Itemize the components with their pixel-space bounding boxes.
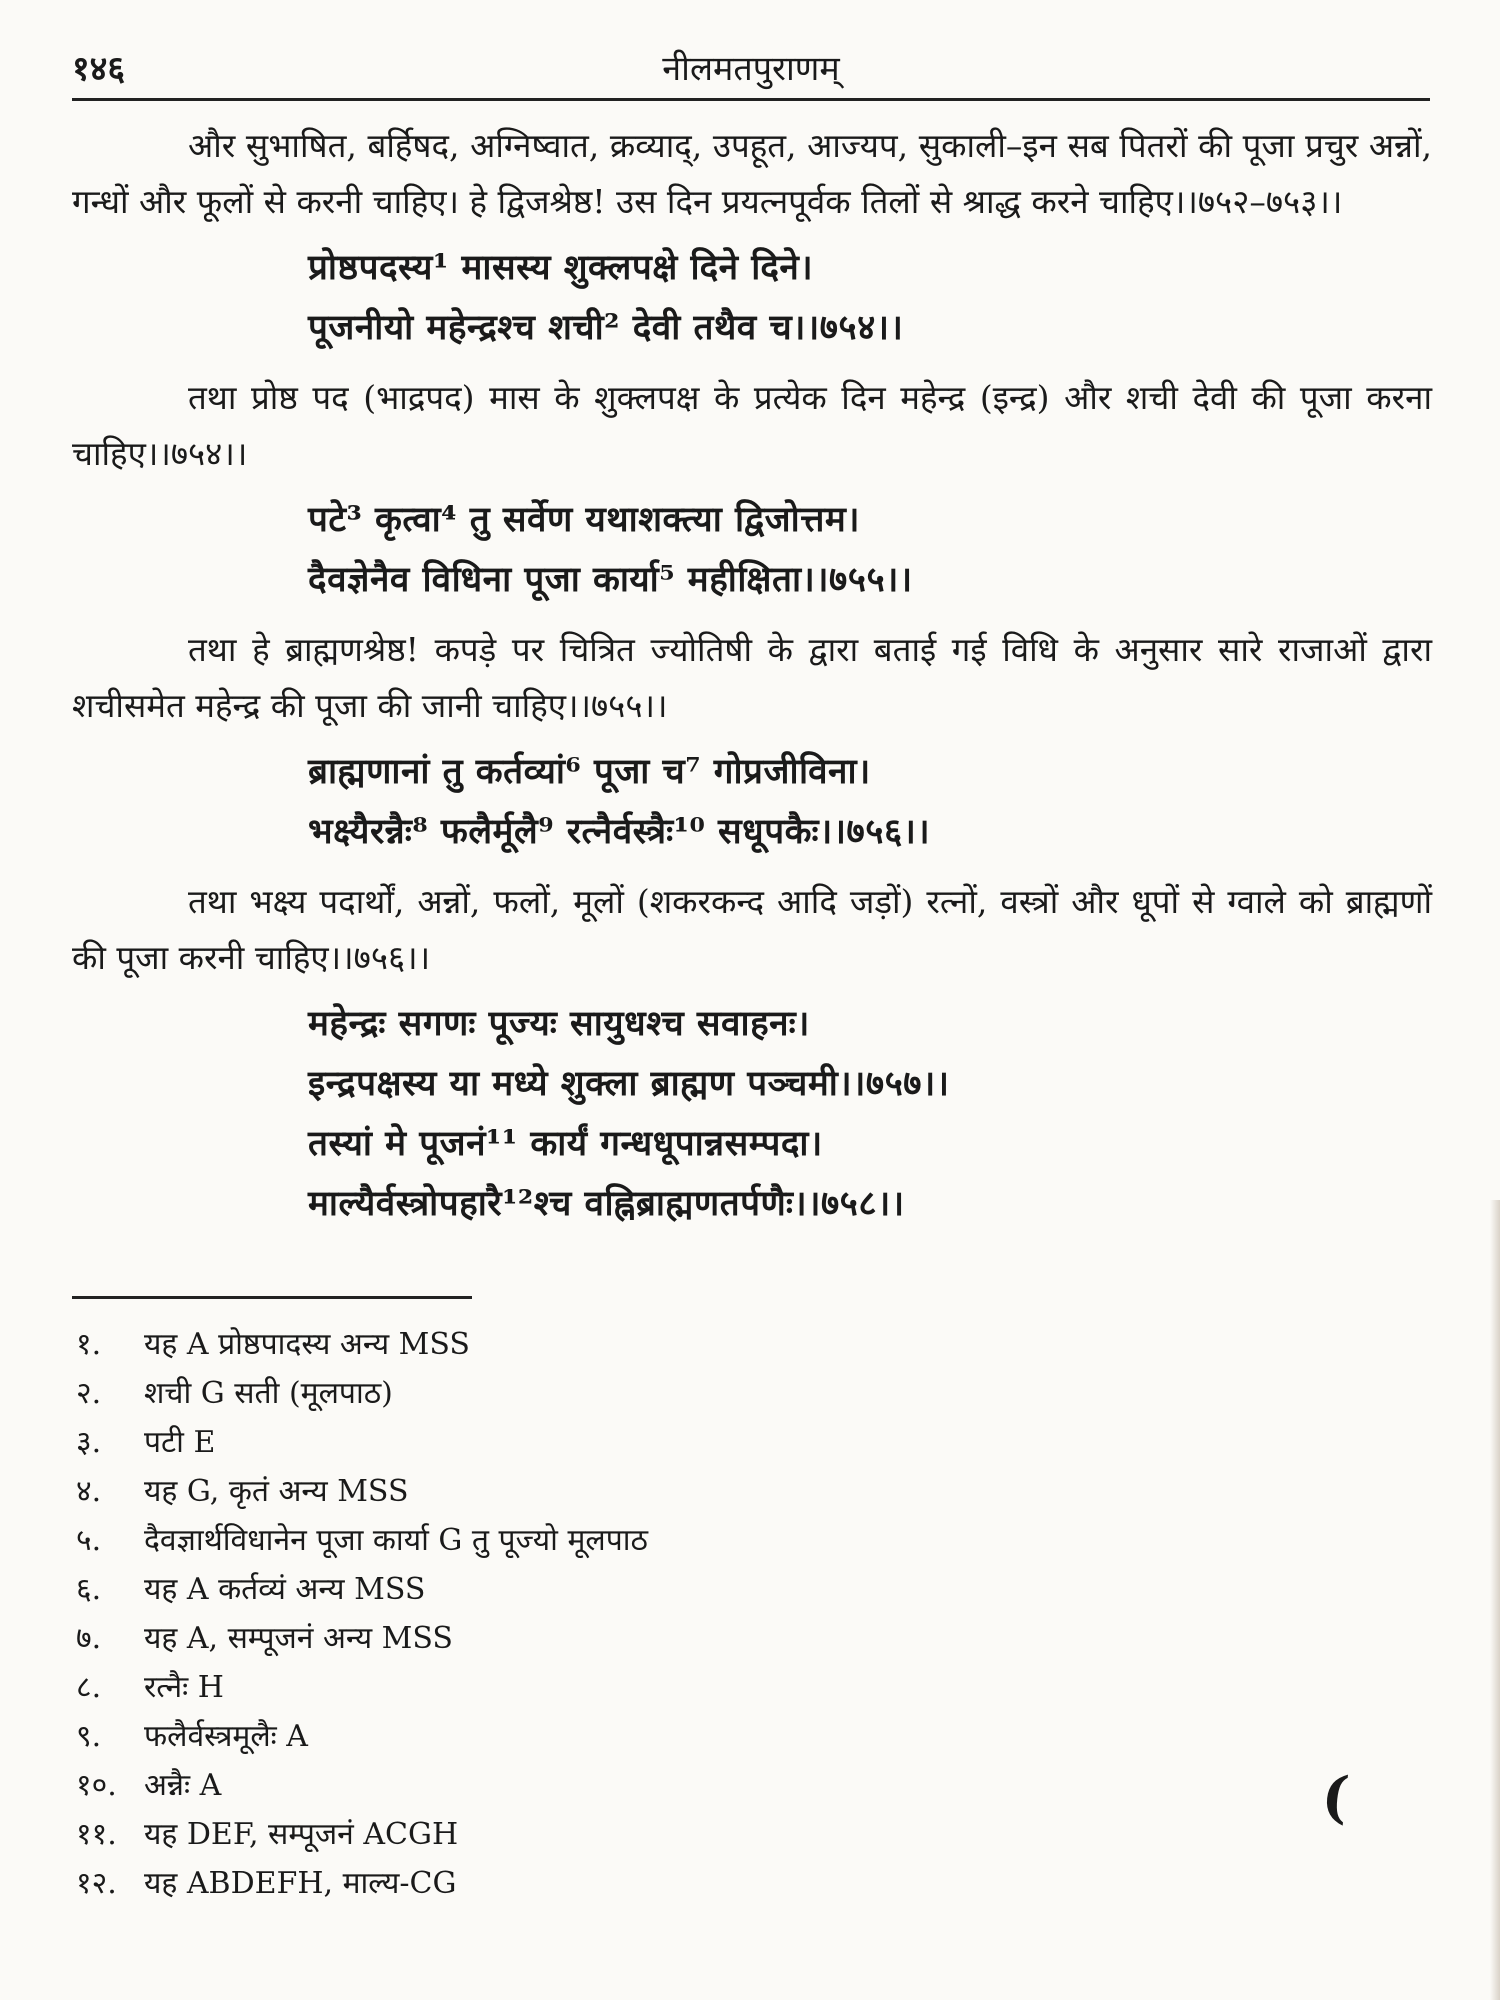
verse-line: माल्यैर्वस्त्रोपहारै¹²श्च वह्निब्राह्मणतर्पणैः।।७५८।। (308, 1183, 905, 1224)
footnote-divider (72, 1296, 472, 1299)
footnote-text: पटी E (144, 1425, 216, 1460)
footnote-text: यह A, सम्पूजनं अन्य MSS (144, 1621, 453, 1656)
verse-755 (308, 490, 1432, 610)
translation-754: तथा प्रोष्ठ पद (भाद्रपद) मास के शुक्लपक्ष के प्रत्येक दिन महेन्द्र (इन्द्र) और शची देवी की पूजा करना चाहिए।।७५४।। (72, 378, 1432, 473)
footnote-number: १. (76, 1327, 102, 1362)
footnote (76, 1614, 1076, 1663)
footnote (76, 1810, 1076, 1859)
margin-mark: ( (1318, 1762, 1352, 1832)
footnotes (76, 1320, 1076, 1908)
verse-757-758 (308, 994, 1432, 1234)
footnote (76, 1761, 1076, 1810)
translation-755: तथा हे ब्राह्मणश्रेष्ठ! कपड़े पर चित्रित ज्योतिषी के द्वारा बताई गई विधि के अनुसार सारे राजाओं द्वारा शचीसमेत महेन्द्र की पूजा की जानी चाहिए।।७५५।। (72, 630, 1432, 725)
footnote-number: ४. (76, 1474, 102, 1509)
footnote-text: रत्नैः H (144, 1670, 224, 1705)
verse-line: इन्द्रपक्षस्य या मध्ये शुक्ला ब्राह्मण पञ्चमी।।७५७।। (308, 1063, 950, 1104)
verse-line: भक्ष्यैरन्नैः⁸ फलैर्मूलै⁹ रत्नैर्वस्त्रैः¹⁰ सधूपकैः।।७५६।। (308, 811, 931, 852)
footnote-number: २. (76, 1376, 102, 1411)
page-number: १४६ (72, 49, 126, 89)
footnote-text: यह A प्रोष्ठपादस्य अन्य MSS (144, 1327, 470, 1362)
verse-line: महेन्द्रः सगणः पूज्यः सायुधश्च सवाहनः। (308, 1003, 810, 1044)
translation-752-753: और सुभाषित, बर्हिषद, अग्निष्वात, क्रव्याद्, उपहूत, आज्यप, सुकाली–इन सब पितरों की पूजा प्रचुर अन्नों, गन्धों और फूलों से करनी चाहिए। हे द्विजश्रेष्ठ! उस दिन प्रयत्नपूर्वक तिलों से श्राद्ध करने चाहिए।।७५२–७५३।। (72, 126, 1432, 221)
footnote (76, 1320, 1076, 1369)
footnote-number: ३. (76, 1425, 102, 1460)
footnote-number: ८. (76, 1670, 102, 1705)
footnote (76, 1369, 1076, 1418)
footnote (76, 1565, 1076, 1614)
running-title: नीलमतपुराणम् (662, 49, 840, 89)
footnote-number: ६. (76, 1572, 102, 1607)
footnote-number: १०. (76, 1768, 117, 1803)
footnote-text: यह A कर्तव्यं अन्य MSS (144, 1572, 426, 1607)
footnote-number: ९. (76, 1719, 102, 1754)
page-body (72, 118, 1432, 1246)
footnote-text: अन्नैः A (144, 1768, 222, 1803)
verse-line: प्रोष्ठपदस्य¹ मासस्य शुक्लपक्षे दिने दिने। (308, 247, 814, 288)
footnote-text: यह ABDEFH, माल्य-CG (144, 1866, 457, 1901)
verse-line: पटे³ कृत्वा⁴ तु सर्वेण यथाशक्त्या द्विजोत्तम। (308, 499, 861, 540)
verse-line: पूजनीयो महेन्द्रश्च शची² देवी तथैव च।।७५४।। (308, 307, 904, 348)
footnote-number: ११. (76, 1817, 117, 1852)
footnote (76, 1467, 1076, 1516)
footnote (76, 1712, 1076, 1761)
footnote (76, 1663, 1076, 1712)
translation-756: तथा भक्ष्य पदार्थों, अन्नों, फलों, मूलों (शकरकन्द आदि जड़ों) रत्नों, वस्त्रों और धूपों से ग्वाले को ब्राह्मणों की पूजा करनी चाहिए।।७५६।। (72, 882, 1432, 977)
verse-756 (308, 742, 1432, 862)
footnote-text: दैवज्ञार्थविधानेन पूजा कार्या G तु पूज्यो मूलपाठ (144, 1523, 648, 1558)
footnote (76, 1516, 1076, 1565)
page-edge-shadow (1490, 1200, 1500, 2000)
footnote-number: १२. (76, 1866, 117, 1901)
footnote-text: यह DEF, सम्पूजनं ACGH (144, 1817, 459, 1852)
footnote-text: शची G सती (मूलपाठ) (144, 1376, 393, 1411)
footnote (76, 1859, 1076, 1908)
verse-line: तस्यां मे पूजनं¹¹ कार्यं गन्धधूपान्नसम्पदा। (308, 1123, 823, 1164)
footnote-text: यह G, कृतं अन्य MSS (144, 1474, 409, 1509)
footnote (76, 1418, 1076, 1467)
verse-754 (308, 238, 1432, 358)
verse-line: ब्राह्मणानां तु कर्तव्यां⁶ पूजा च⁷ गोप्रजीविना। (308, 751, 871, 792)
footnote-text: फलैर्वस्त्रमूलैः A (144, 1719, 308, 1754)
page-header (72, 38, 1430, 101)
footnote-number: ७. (76, 1621, 102, 1656)
verse-line: दैवज्ञेनैव विधिना पूजा कार्या⁵ महीक्षिता।।७५५।। (308, 559, 913, 600)
footnote-number: ५. (76, 1523, 102, 1558)
